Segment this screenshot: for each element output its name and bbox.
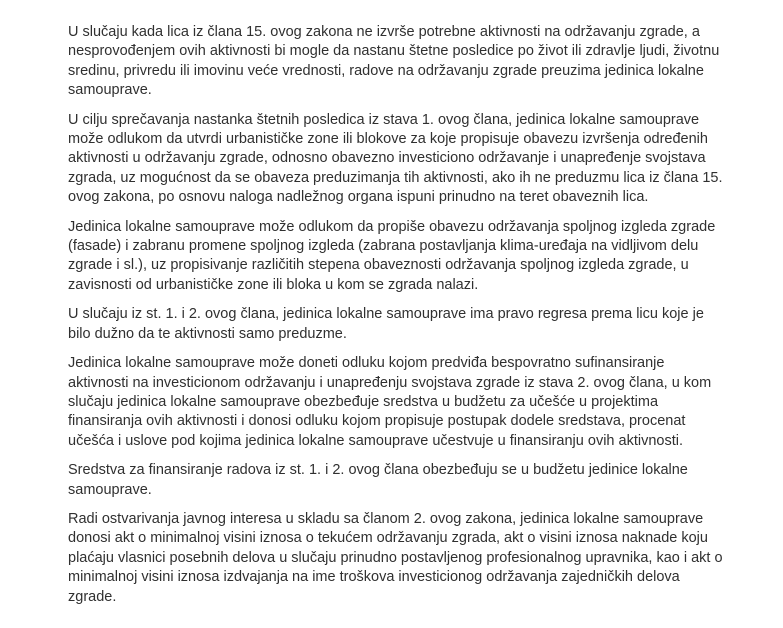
paragraph-5: Jedinica lokalne samouprave može doneti odluku kojom predviđa bespovratno sufinansiranje aktivnosti na investicionom održavanju i unapređenju svojstava zgrade iz stava 2. ovog člana, u kom slučaju jedinica lokalne samouprave obezbeđuje sredstva u budžetu za učešće u projektima finansiranja ovih aktivnosti i donosi odluku kojom propisuje postupak dodele sredstava, procenat učešća i uslove pod kojima jedinica lokalne samouprave učestvuje u finansiranju ovih aktivnosti. [68,355,712,449]
paragraph-3: Jedinica lokalne samouprave može odlukom da propiše obavezu održavanja spoljnog izgleda zgrade (fasade) i zabranu promene spoljnog izgleda (zabrana postavljanja klima-uređaja na vidljivom delu zgrade i sl.), uz propisivanje različitih stepena obaveznosti održavanja spoljnog izgleda zgrade, u zavisnosti od urbanističke zone ili bloka u kom se zgrada nalazi. [68,218,716,293]
paragraph-6: Sredstva za finansiranje radova iz st. 1. i 2. ovog člana obezbeđuju se u budžetu jedinice lokalne samouprave. [68,462,688,498]
paragraph-7: Radi ostvarivanja javnog interesa u skladu sa članom 2. ovog zakona, jedinica lokalne samouprave donosi akt o minimalnoj visini iznosa o tekućem održavanju zgrada, akt o visini iznosa naknade koju plaćaju vlasnici posebnih delova u slučaju prinudno postavljenog profesionalnog upravnika, kao i akt o minimalnoj visini iznosa izdvajanja na ime troškova investicionog održavanja zajedničkih delova zgrade. [68,510,723,605]
paragraph-2: U cilju sprečavanja nastanka štetnih posledica iz stava 1. ovog člana, jedinica lokalne samouprave može odlukom da utvrdi urbanističke zone ili blokove za koje propisuje obavezu izvršenja određenih aktivnosti u održavanju zgrade, odnosno obavezno investiciono održavanje i unapređenje svojstava zgrada, uz mogućnost da se obaveza preduzimanja tih aktivnosti, ako ih ne preduzmu lica iz člana 15. ovog zakona, po osnovu naloga nadležnog organa ispuni prinudno na teret obaveznih lica. [68,111,723,206]
paragraph-1: U slučaju kada lica iz člana 15. ovog zakona ne izvrše potrebne aktivnosti na održavanju zgrade, a nesprovođenjem ovih aktivnosti bi mogle da nastanu štetne posledice po život ili zdravlje ljudi, životnu sredinu, privredu ili imovinu veće vrednosti, radove na održavanju zgrade preuzima jedinica lokalne samouprave. [68,24,720,99]
paragraph-4: U slučaju iz st. 1. i 2. ovog člana, jedinica lokalne samouprave ima pravo regresa prema licu koje je bilo dužno da te aktivnosti samo preduzme. [68,306,704,342]
